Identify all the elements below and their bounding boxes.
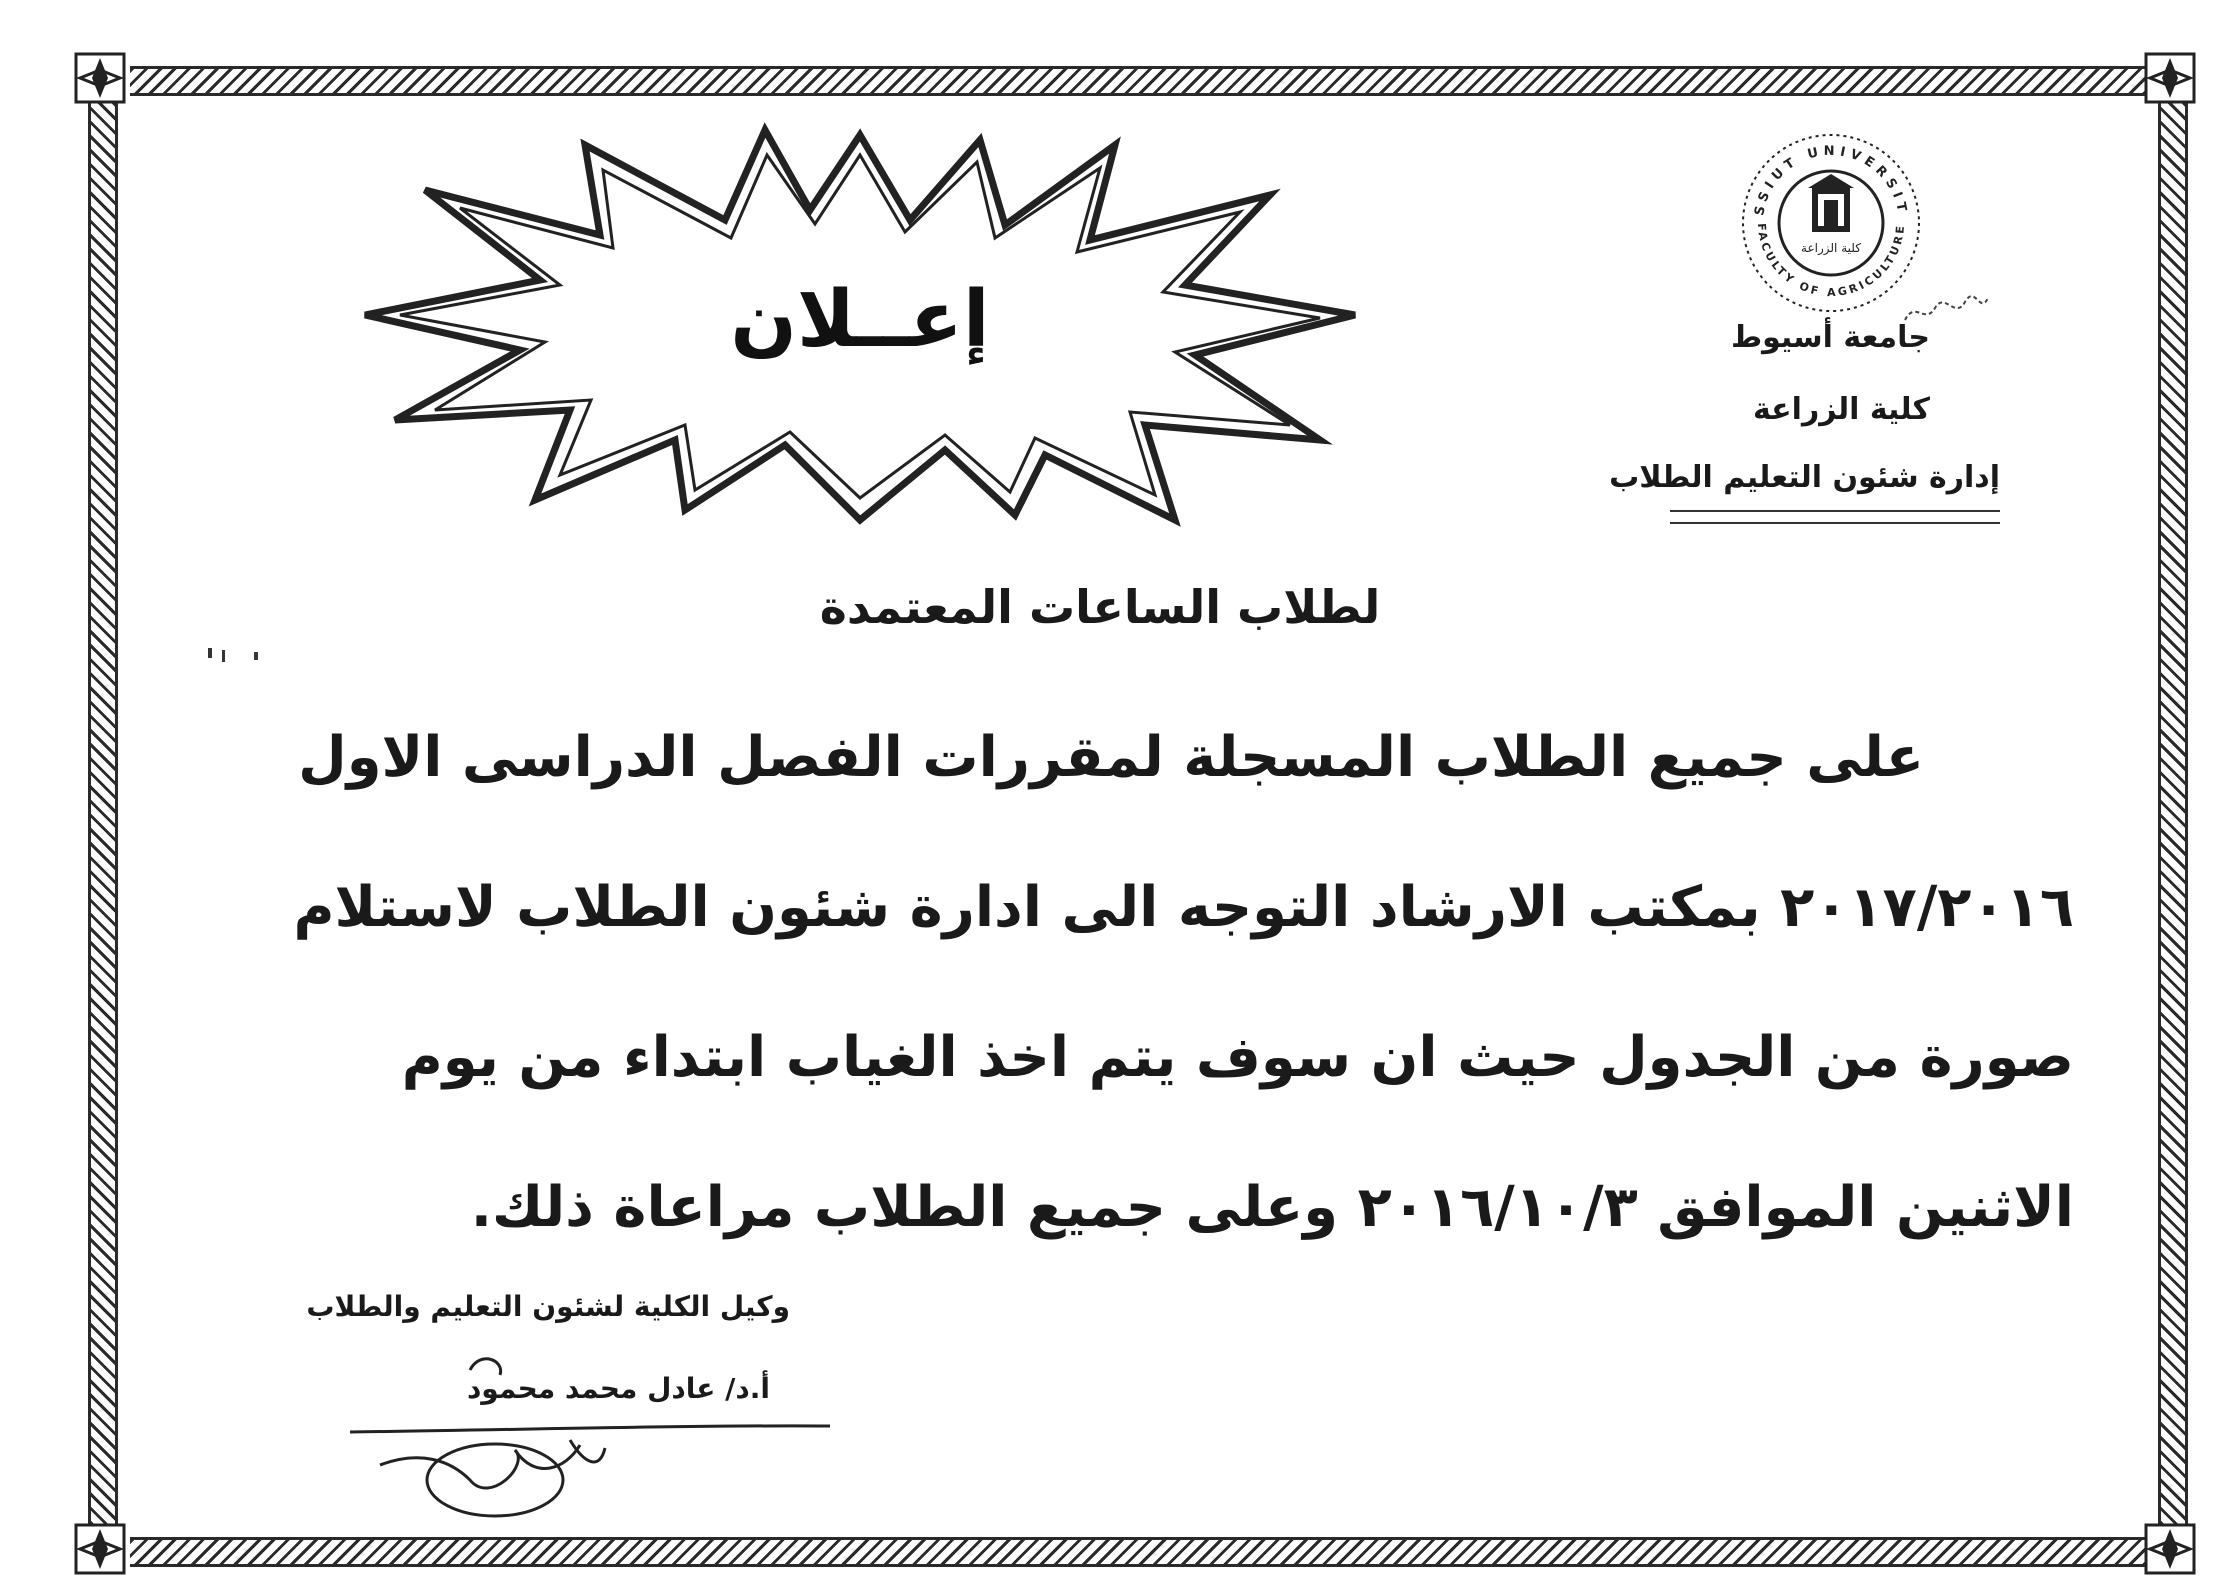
seal-center-text: كلية الزراعة (1801, 241, 1861, 255)
announcement-line-3: صورة من الجدول حيث ان سوف يتم اخذ الغياب ابتداء من يوم (401, 1025, 2074, 1090)
seal-bottom-text: FACULTY OF AGRICULTURE (1754, 222, 1908, 300)
announcement-line-2: ٢٠١٧/٢٠١٦ بمكتب الارشاد التوجه الى ادارة شئون الطلاب لاستلام (293, 875, 2074, 940)
university-seal-icon (1738, 130, 1924, 316)
announcement-subtitle: لطلاب الساعات المعتمدة (819, 580, 1381, 634)
scan-specks (200, 640, 280, 670)
corner-ornament-icon (74, 1523, 126, 1575)
announcement-line-4: الاثنين الموافق ٢٠١٦/١٠/٣ وعلى جميع الطلاب مراعاة ذلك. (470, 1175, 2074, 1240)
border-left (88, 100, 118, 1525)
border-right (2158, 100, 2188, 1525)
header-double-rule (1670, 510, 2000, 524)
corner-ornament-icon (74, 52, 126, 104)
handwritten-signature (330, 1330, 850, 1520)
faculty-name: كلية الزراعة (1752, 392, 1930, 427)
corner-ornament-icon (2144, 1523, 2196, 1575)
letterhead (1600, 130, 2020, 540)
border-bottom (130, 1537, 2146, 1567)
signatory-name: أ.د/ عادل محمد محمود (466, 1372, 770, 1405)
corner-ornament-icon (2144, 52, 2196, 104)
announcement-line-1: على جميع الطلاب المسجلة لمقررات الفصل الدراسى الاول (298, 725, 1924, 790)
announcement-title: إعــلان (730, 275, 990, 365)
svg-text:FACULTY OF AGRICULTURE (1755, 223, 1907, 299)
border-top (130, 66, 2146, 96)
announcement-starburst (355, 120, 1365, 530)
university-name: جامعة أسيوط (1730, 320, 1930, 355)
department-name: إدارة شئون التعليم الطلاب (1609, 460, 2000, 495)
signatory-title: وكيل الكلية لشئون التعليم والطلاب (306, 1290, 790, 1323)
seal-top-text: SSIUT UNIVERSIT (1752, 143, 1910, 218)
